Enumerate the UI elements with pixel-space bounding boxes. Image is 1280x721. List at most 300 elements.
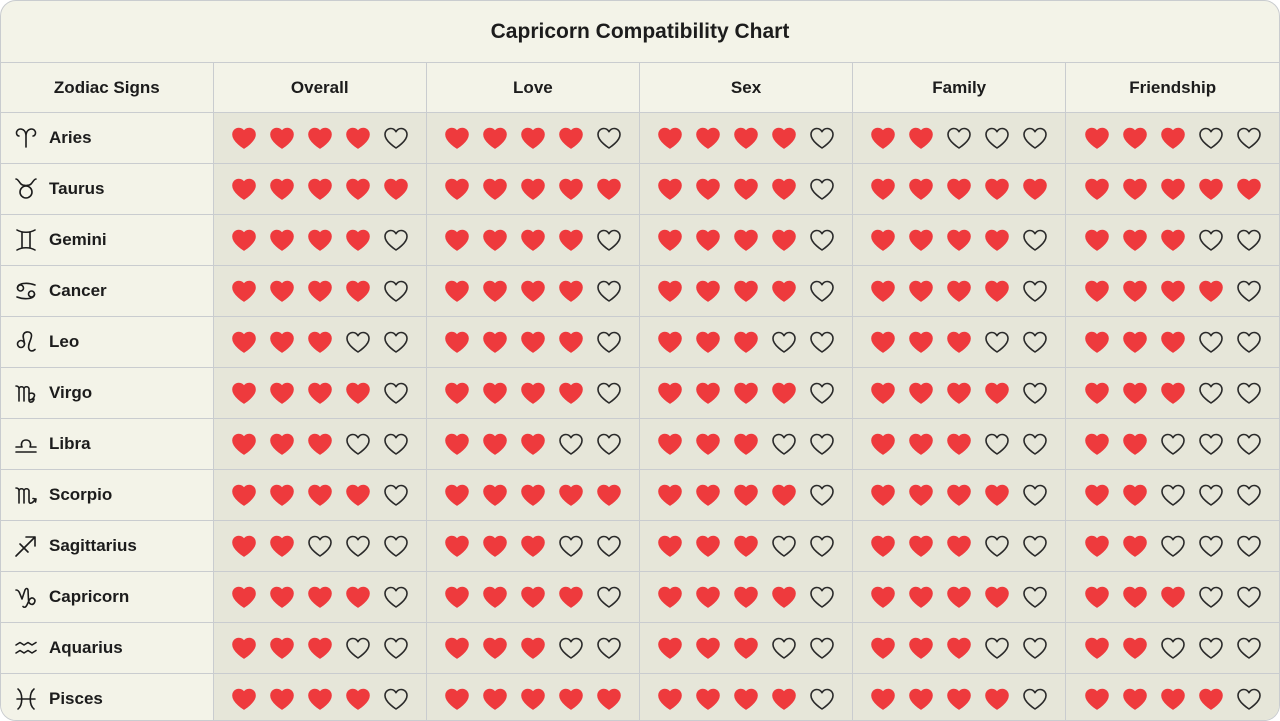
heart-outline-icon <box>1022 585 1048 609</box>
heart-filled-icon <box>444 330 470 354</box>
heart-filled-icon <box>231 687 257 711</box>
heart-filled-icon <box>908 483 934 507</box>
heart-outline-icon <box>809 687 835 711</box>
zodiac-sign <box>1 419 213 469</box>
heart-outline-icon <box>596 432 622 456</box>
heart-filled-icon <box>520 432 546 456</box>
heart-filled-icon <box>984 483 1010 507</box>
heart-rating <box>427 164 639 214</box>
header-family: Family <box>853 63 1066 113</box>
heart-filled-icon <box>482 432 508 456</box>
heart-filled-icon <box>307 177 333 201</box>
heart-filled-icon <box>1084 534 1110 558</box>
table-row <box>1 572 1279 623</box>
heart-rating <box>214 623 426 673</box>
taurus-icon <box>13 176 39 202</box>
heart-filled-icon <box>345 585 371 609</box>
sign-cell <box>1 164 213 215</box>
heart-outline-icon <box>383 636 409 660</box>
header-love: Love <box>426 63 639 113</box>
heart-filled-icon <box>520 279 546 303</box>
heart-filled-icon <box>908 636 934 660</box>
zodiac-sign <box>1 113 213 163</box>
heart-filled-icon <box>1160 177 1186 201</box>
heart-filled-icon <box>946 330 972 354</box>
rating-cell-sex <box>639 623 852 674</box>
heart-rating <box>427 470 639 520</box>
sign-cell <box>1 266 213 317</box>
heart-filled-icon <box>231 228 257 252</box>
heart-filled-icon <box>1084 330 1110 354</box>
table-row <box>1 317 1279 368</box>
heart-filled-icon <box>695 483 721 507</box>
heart-filled-icon <box>482 330 508 354</box>
rating-cell-sex <box>639 521 852 572</box>
rating-cell-overall <box>213 470 426 521</box>
heart-filled-icon <box>231 585 257 609</box>
heart-outline-icon <box>1022 687 1048 711</box>
rating-cell-family <box>853 419 1066 470</box>
heart-outline-icon <box>383 330 409 354</box>
sign-cell <box>1 368 213 419</box>
heart-outline-icon <box>771 330 797 354</box>
heart-outline-icon <box>1236 228 1262 252</box>
heart-filled-icon <box>269 126 295 150</box>
heart-outline-icon <box>383 381 409 405</box>
heart-filled-icon <box>307 483 333 507</box>
heart-rating <box>427 521 639 571</box>
heart-filled-icon <box>231 534 257 558</box>
heart-filled-icon <box>345 177 371 201</box>
heart-filled-icon <box>1236 177 1262 201</box>
heart-filled-icon <box>771 126 797 150</box>
heart-filled-icon <box>1084 126 1110 150</box>
rating-cell-friendship <box>1066 572 1279 623</box>
sign-name: Cancer <box>49 281 107 300</box>
heart-filled-icon <box>482 585 508 609</box>
heart-outline-icon <box>984 636 1010 660</box>
heart-outline-icon <box>1198 228 1224 252</box>
sign-cell <box>1 470 213 521</box>
heart-outline-icon <box>1198 534 1224 558</box>
heart-filled-icon <box>984 687 1010 711</box>
heart-filled-icon <box>520 534 546 558</box>
heart-filled-icon <box>657 432 683 456</box>
heart-filled-icon <box>695 381 721 405</box>
heart-outline-icon <box>809 279 835 303</box>
heart-filled-icon <box>771 585 797 609</box>
heart-filled-icon <box>771 228 797 252</box>
heart-outline-icon <box>1022 279 1048 303</box>
heart-outline-icon <box>1236 534 1262 558</box>
rating-cell-friendship <box>1066 521 1279 572</box>
heart-outline-icon <box>596 228 622 252</box>
heart-filled-icon <box>1122 228 1148 252</box>
heart-rating <box>214 317 426 367</box>
title-bar <box>1 1 1279 63</box>
heart-filled-icon <box>1122 279 1148 303</box>
heart-outline-icon <box>1236 687 1262 711</box>
heart-outline-icon <box>809 534 835 558</box>
heart-outline-icon <box>1198 126 1224 150</box>
heart-filled-icon <box>231 126 257 150</box>
heart-filled-icon <box>870 279 896 303</box>
heart-rating <box>640 266 852 316</box>
heart-filled-icon <box>1122 585 1148 609</box>
heart-rating <box>853 572 1065 622</box>
heart-rating <box>427 113 639 163</box>
heart-outline-icon <box>1160 636 1186 660</box>
heart-outline-icon <box>1160 432 1186 456</box>
heart-rating <box>1066 113 1279 163</box>
heart-filled-icon <box>345 687 371 711</box>
heart-filled-icon <box>482 279 508 303</box>
zodiac-sign <box>1 215 213 265</box>
heart-rating <box>214 266 426 316</box>
rating-cell-love <box>426 215 639 266</box>
heart-outline-icon <box>383 534 409 558</box>
heart-rating <box>853 623 1065 673</box>
heart-filled-icon <box>657 483 683 507</box>
heart-filled-icon <box>558 381 584 405</box>
heart-filled-icon <box>520 177 546 201</box>
rating-cell-sex <box>639 317 852 368</box>
heart-outline-icon <box>1198 585 1224 609</box>
heart-filled-icon <box>733 534 759 558</box>
heart-filled-icon <box>482 381 508 405</box>
table-row <box>1 164 1279 215</box>
zodiac-sign <box>1 623 213 673</box>
heart-rating <box>214 164 426 214</box>
heart-filled-icon <box>733 177 759 201</box>
header-row <box>1 63 1279 113</box>
rating-cell-overall <box>213 266 426 317</box>
heart-filled-icon <box>695 687 721 711</box>
rating-cell-overall <box>213 623 426 674</box>
heart-filled-icon <box>1122 126 1148 150</box>
heart-filled-icon <box>1122 636 1148 660</box>
heart-filled-icon <box>1084 585 1110 609</box>
chart-title: Capricorn Compatibility Chart <box>490 19 790 43</box>
heart-filled-icon <box>1160 687 1186 711</box>
rating-cell-family <box>853 317 1066 368</box>
gemini-icon <box>13 227 39 253</box>
heart-filled-icon <box>771 279 797 303</box>
heart-rating <box>1066 368 1279 418</box>
heart-filled-icon <box>345 483 371 507</box>
table-row <box>1 521 1279 572</box>
heart-filled-icon <box>657 279 683 303</box>
heart-filled-icon <box>444 432 470 456</box>
heart-filled-icon <box>946 381 972 405</box>
heart-filled-icon <box>733 483 759 507</box>
heart-filled-icon <box>444 228 470 252</box>
heart-filled-icon <box>908 228 934 252</box>
heart-filled-icon <box>657 534 683 558</box>
heart-filled-icon <box>1084 483 1110 507</box>
aries-icon <box>13 125 39 151</box>
heart-filled-icon <box>269 279 295 303</box>
heart-filled-icon <box>520 126 546 150</box>
heart-filled-icon <box>908 432 934 456</box>
heart-outline-icon <box>1022 636 1048 660</box>
heart-filled-icon <box>1122 687 1148 711</box>
sign-name: Aries <box>49 128 92 147</box>
rating-cell-love <box>426 419 639 470</box>
heart-filled-icon <box>946 432 972 456</box>
heart-filled-icon <box>733 330 759 354</box>
heart-outline-icon <box>383 126 409 150</box>
heart-rating <box>214 215 426 265</box>
heart-filled-icon <box>1198 279 1224 303</box>
heart-rating <box>1066 317 1279 367</box>
heart-outline-icon <box>809 177 835 201</box>
heart-filled-icon <box>733 687 759 711</box>
heart-filled-icon <box>695 534 721 558</box>
heart-filled-icon <box>1160 330 1186 354</box>
zodiac-sign <box>1 521 213 571</box>
rating-cell-sex <box>639 419 852 470</box>
heart-filled-icon <box>482 177 508 201</box>
rating-cell-love <box>426 317 639 368</box>
heart-filled-icon <box>908 177 934 201</box>
zodiac-sign <box>1 317 213 367</box>
heart-filled-icon <box>520 585 546 609</box>
heart-filled-icon <box>558 687 584 711</box>
heart-rating <box>853 674 1065 721</box>
heart-filled-icon <box>946 687 972 711</box>
heart-filled-icon <box>444 636 470 660</box>
heart-filled-icon <box>520 228 546 252</box>
heart-filled-icon <box>482 483 508 507</box>
heart-outline-icon <box>596 279 622 303</box>
sign-name: Aquarius <box>49 638 123 657</box>
heart-filled-icon <box>1084 177 1110 201</box>
heart-outline-icon <box>558 432 584 456</box>
heart-filled-icon <box>733 279 759 303</box>
leo-icon <box>13 329 39 355</box>
heart-filled-icon <box>558 279 584 303</box>
rating-cell-overall <box>213 317 426 368</box>
rating-cell-love <box>426 572 639 623</box>
heart-filled-icon <box>1122 177 1148 201</box>
heart-filled-icon <box>946 279 972 303</box>
heart-filled-icon <box>1160 279 1186 303</box>
sign-name: Pisces <box>49 689 103 708</box>
heart-outline-icon <box>809 636 835 660</box>
heart-rating <box>1066 164 1279 214</box>
heart-filled-icon <box>946 585 972 609</box>
rating-cell-family <box>853 521 1066 572</box>
table-row <box>1 470 1279 521</box>
heart-filled-icon <box>482 636 508 660</box>
sign-cell <box>1 572 213 623</box>
heart-rating <box>640 623 852 673</box>
heart-filled-icon <box>269 585 295 609</box>
table-row <box>1 113 1279 164</box>
heart-filled-icon <box>946 177 972 201</box>
sign-cell <box>1 521 213 572</box>
heart-rating <box>214 113 426 163</box>
heart-filled-icon <box>596 687 622 711</box>
rating-cell-overall <box>213 368 426 419</box>
heart-filled-icon <box>269 330 295 354</box>
heart-rating <box>1066 266 1279 316</box>
heart-filled-icon <box>345 279 371 303</box>
heart-rating <box>214 674 426 721</box>
heart-filled-icon <box>482 534 508 558</box>
heart-outline-icon <box>345 330 371 354</box>
heart-filled-icon <box>231 330 257 354</box>
heart-outline-icon <box>596 636 622 660</box>
heart-filled-icon <box>269 687 295 711</box>
rating-cell-sex <box>639 164 852 215</box>
heart-filled-icon <box>771 177 797 201</box>
heart-outline-icon <box>809 585 835 609</box>
capricorn-icon <box>13 584 39 610</box>
header-friendship: Friendship <box>1066 63 1279 113</box>
sign-name: Scorpio <box>49 485 113 504</box>
heart-filled-icon <box>231 636 257 660</box>
rating-cell-friendship <box>1066 317 1279 368</box>
heart-rating <box>427 317 639 367</box>
heart-filled-icon <box>596 177 622 201</box>
heart-outline-icon <box>1022 483 1048 507</box>
heart-filled-icon <box>269 534 295 558</box>
zodiac-sign <box>1 266 213 316</box>
heart-outline-icon <box>1022 126 1048 150</box>
heart-outline-icon <box>1236 279 1262 303</box>
rating-cell-overall <box>213 419 426 470</box>
heart-rating <box>427 266 639 316</box>
heart-filled-icon <box>984 177 1010 201</box>
heart-filled-icon <box>444 687 470 711</box>
heart-filled-icon <box>870 585 896 609</box>
heart-filled-icon <box>345 381 371 405</box>
heart-filled-icon <box>307 687 333 711</box>
heart-outline-icon <box>809 483 835 507</box>
heart-filled-icon <box>231 483 257 507</box>
heart-outline-icon <box>1198 483 1224 507</box>
heart-rating <box>214 572 426 622</box>
heart-filled-icon <box>908 687 934 711</box>
heart-outline-icon <box>596 585 622 609</box>
heart-filled-icon <box>231 432 257 456</box>
heart-rating <box>1066 521 1279 571</box>
libra-icon <box>13 431 39 457</box>
table-row <box>1 368 1279 419</box>
heart-outline-icon <box>383 228 409 252</box>
heart-filled-icon <box>733 381 759 405</box>
rating-cell-friendship <box>1066 674 1279 721</box>
rating-cell-family <box>853 215 1066 266</box>
heart-rating <box>214 419 426 469</box>
rating-cell-sex <box>639 215 852 266</box>
heart-filled-icon <box>870 330 896 354</box>
heart-filled-icon <box>1022 177 1048 201</box>
rating-cell-overall <box>213 521 426 572</box>
header-zodiac-signs: Zodiac Signs <box>1 63 213 113</box>
heart-rating <box>640 572 852 622</box>
rating-cell-overall <box>213 215 426 266</box>
sign-name: Libra <box>49 434 91 453</box>
rating-cell-sex <box>639 470 852 521</box>
heart-filled-icon <box>1084 279 1110 303</box>
heart-rating <box>640 521 852 571</box>
heart-outline-icon <box>383 279 409 303</box>
heart-filled-icon <box>520 687 546 711</box>
heart-filled-icon <box>1122 534 1148 558</box>
heart-rating <box>640 317 852 367</box>
heart-filled-icon <box>520 483 546 507</box>
heart-filled-icon <box>1084 381 1110 405</box>
heart-filled-icon <box>1122 483 1148 507</box>
aquarius-icon <box>13 635 39 661</box>
heart-rating <box>427 215 639 265</box>
heart-filled-icon <box>870 432 896 456</box>
heart-rating <box>214 368 426 418</box>
heart-outline-icon <box>1236 483 1262 507</box>
heart-filled-icon <box>1160 381 1186 405</box>
heart-rating <box>853 317 1065 367</box>
table-row <box>1 623 1279 674</box>
heart-outline-icon <box>596 126 622 150</box>
compatibility-table <box>1 63 1279 721</box>
heart-filled-icon <box>870 636 896 660</box>
heart-outline-icon <box>596 381 622 405</box>
sign-cell <box>1 113 213 164</box>
rating-cell-love <box>426 623 639 674</box>
heart-rating <box>640 368 852 418</box>
heart-filled-icon <box>520 330 546 354</box>
heart-outline-icon <box>1022 534 1048 558</box>
heart-filled-icon <box>307 279 333 303</box>
heart-filled-icon <box>657 585 683 609</box>
heart-rating <box>427 674 639 721</box>
heart-filled-icon <box>733 126 759 150</box>
rating-cell-family <box>853 113 1066 164</box>
heart-rating <box>853 470 1065 520</box>
heart-filled-icon <box>657 228 683 252</box>
rating-cell-overall <box>213 572 426 623</box>
rating-cell-family <box>853 266 1066 317</box>
heart-filled-icon <box>558 585 584 609</box>
heart-outline-icon <box>307 534 333 558</box>
heart-outline-icon <box>1022 330 1048 354</box>
heart-filled-icon <box>946 534 972 558</box>
rating-cell-friendship <box>1066 623 1279 674</box>
heart-filled-icon <box>520 636 546 660</box>
heart-filled-icon <box>657 177 683 201</box>
heart-outline-icon <box>383 687 409 711</box>
heart-filled-icon <box>307 432 333 456</box>
heart-rating <box>1066 674 1279 721</box>
heart-outline-icon <box>1160 534 1186 558</box>
sign-name: Virgo <box>49 383 93 402</box>
heart-filled-icon <box>558 483 584 507</box>
heart-outline-icon <box>1236 585 1262 609</box>
heart-rating <box>1066 419 1279 469</box>
heart-filled-icon <box>444 126 470 150</box>
heart-outline-icon <box>809 228 835 252</box>
heart-filled-icon <box>307 228 333 252</box>
heart-outline-icon <box>1198 330 1224 354</box>
heart-outline-icon <box>809 432 835 456</box>
heart-outline-icon <box>946 126 972 150</box>
heart-outline-icon <box>1236 381 1262 405</box>
heart-filled-icon <box>946 228 972 252</box>
heart-filled-icon <box>657 687 683 711</box>
